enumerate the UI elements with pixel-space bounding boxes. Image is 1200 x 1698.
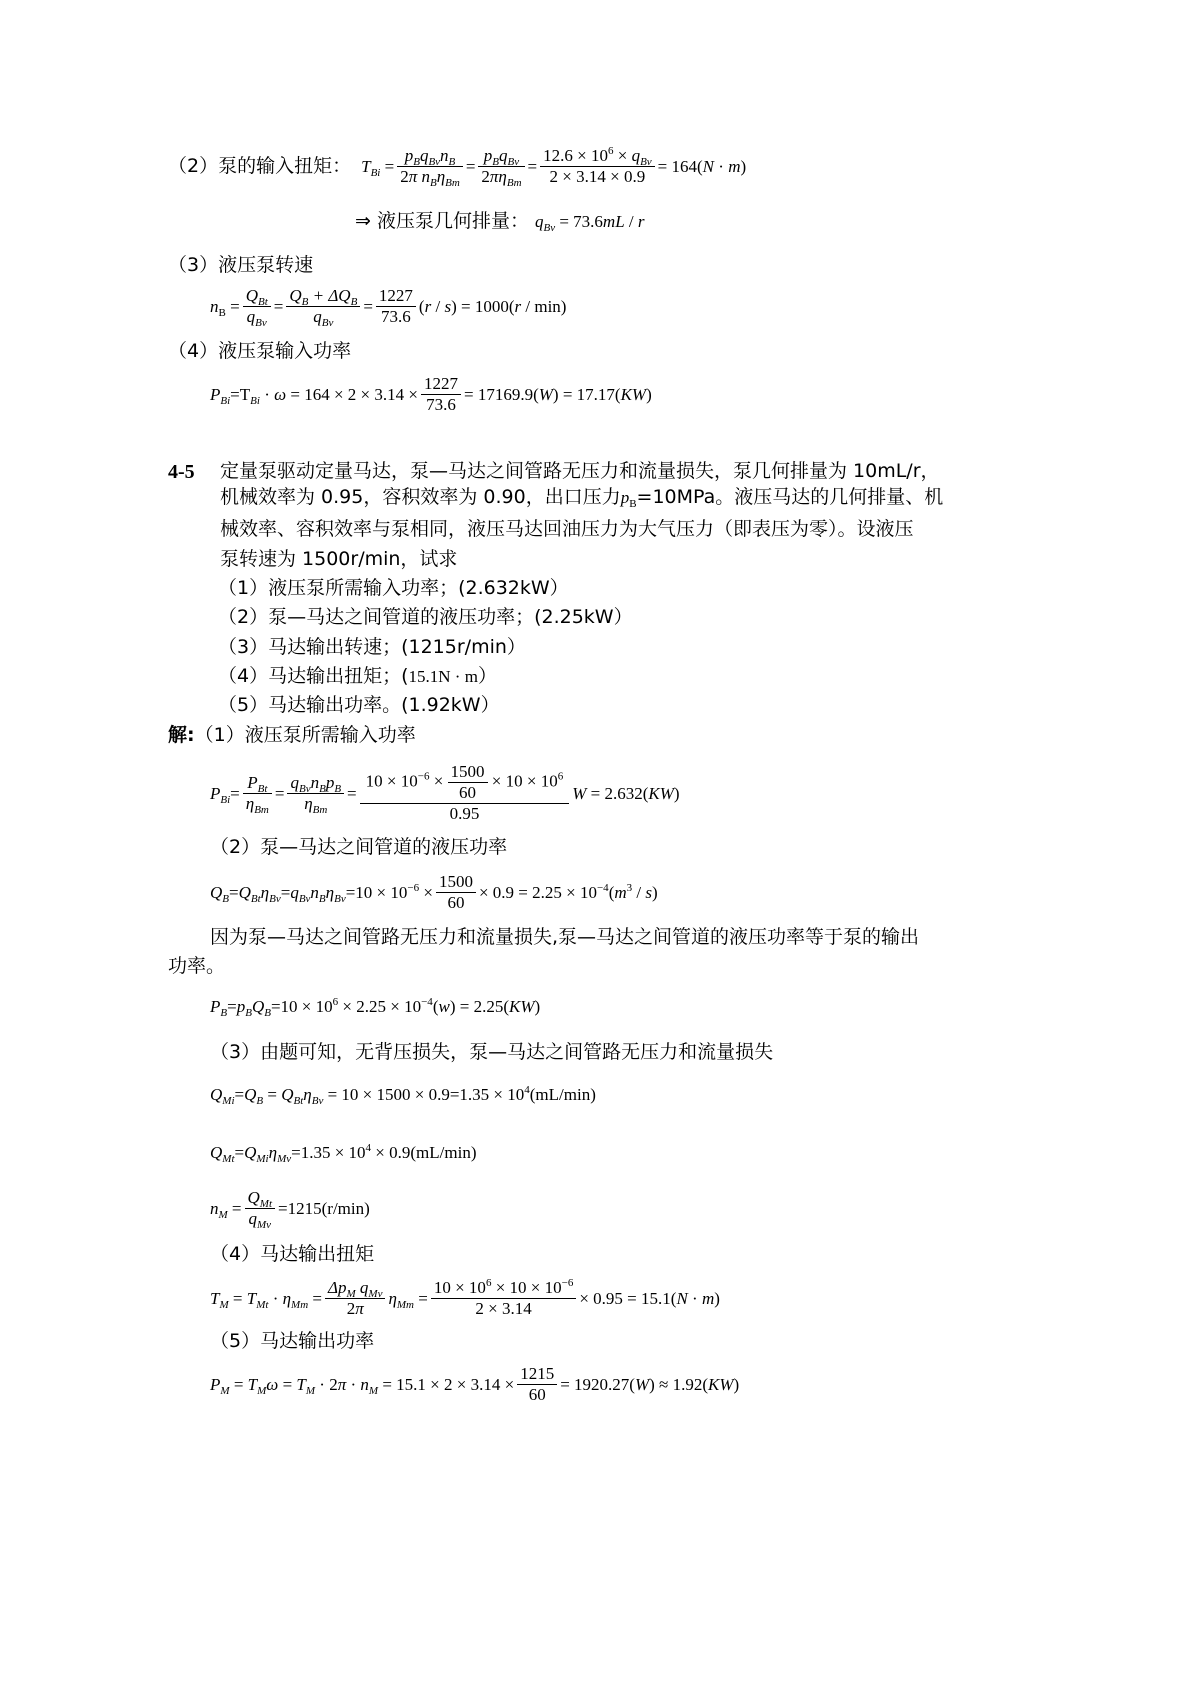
solution-item-1: （1）液压泵所需输入功率 xyxy=(194,724,416,746)
fraction: $\frac{Q_{Mt}}{q_{Mv}}$ xyxy=(245,1188,276,1229)
fraction: $\frac{1227}{73.6}$ xyxy=(376,286,416,327)
fraction: $\frac{12.6 \times 10^6 \times q_{Bv}}{2 \times 3.14 \times 0.9}$ xyxy=(540,146,655,187)
question-5: （5）马达输出功率。(1.92kW） xyxy=(218,694,500,716)
solution-item-3: （3）由题可知，无背压损失，泵—马达之间管路无压力和流量损失 xyxy=(210,1041,774,1063)
question-4 xyxy=(218,667,497,686)
equation-hydraulic-power: $P_B=p_BQ_B=10 \times 10^6 \times 2.25 \times 10^{-4}(w) = 2.25(KW)$ xyxy=(210,996,541,1019)
equation-displacement: ⇒ 液压泵几何排量： $q_{Bv}$ = 73.6mL / r xyxy=(355,210,645,234)
equation-motor-flow-t: $Q_{Mt}=Q_{Mi}\eta_{Mv}=1.35 \times 10^4 \times 0.9(mL/\min)$ xyxy=(210,1142,477,1165)
fraction: $10 \times 10^{-6}$ × $\frac{1500}{60}$ × $10 \times 10^6$ 0.95 xyxy=(360,762,570,824)
problem-line-2b: =10MPa。液压马达的几何排量、机 xyxy=(636,486,944,508)
equation-flow: $Q_B=Q_{Bt}\eta_{Bv}=q_{Bv}n_B\eta_{Bv}=10 \times 10^{-6}$ × $\frac{1500}{60}$ × $0.9 = 2.25 \times 10^{-4}(m^3 / s)$ xyxy=(210,872,658,912)
solution-heading xyxy=(168,726,416,745)
solution-item-5: （5）马达输出功率 xyxy=(210,1330,375,1352)
equation-pump-speed: $n_B$ = $\frac{Q_{Bt}}{q_{Bv}}$ = $\frac{Q_B + \Delta Q_B}{q_{Bv}}$ = $\frac{1227}{73.6}$ (r / s) = 1000(r / min) xyxy=(210,286,567,329)
equation-input-power: $P_{Bi}$ = $\frac{P_{Bt}}{\eta_{Bm}}$ = $\frac{q_{Bv}n_Bp_B}{\eta_{Bm}}$ = $10 \times 10^{-6}$ × $\frac{1500}{60}$ × $10 \times 10^6$ 0.95 W = 2.632(KW) xyxy=(210,762,680,823)
item-2-heading: （2）泵的输入扭矩： xyxy=(168,155,352,177)
problem-line-2a: 机械效率为 0.95，容积效率为 0.90，出口压力 xyxy=(220,486,621,508)
question-4b: 15.1N · m xyxy=(408,667,478,686)
equation-pump-power: $P_{Bi}$ $=T_{Bi} \cdot \omega = 164 \times 2 \times 3.14$ × $\frac{1227}{73.6}$ = 17169.9(W) = 17.17(KW) xyxy=(210,374,652,414)
problem-line-1: 定量泵驱动定量马达，泵—马达之间管路无压力和流量损失，泵几何排量为 10mL/r， xyxy=(220,460,940,482)
question-2: （2）泵—马达之间管道的液压功率；(2.25kW） xyxy=(218,606,633,628)
question-1: （1）液压泵所需输入功率；(2.632kW） xyxy=(218,577,569,599)
equation-pump-torque: （2）泵的输入扭矩： $T_{Bi}$ = $\frac{p_Bq_{Bv}n_B}{2\pi n_B\eta_{Bm}}$ = $\frac{p_Bq_{Bv}}{2\pi\eta_{Bm}}$ = $\frac{12.6 \times 10^6 \times q_{Bv}}{2 \times 3.14 \times 0.9}$ = 164(N · m) xyxy=(168,145,747,189)
solution-text-2: 功率。 xyxy=(168,955,226,977)
item-4-heading: （4）液压泵输入功率 xyxy=(168,340,352,362)
solution-item-2: （2）泵—马达之间管道的液压功率 xyxy=(210,836,508,858)
problem-line-3: 械效率、容积效率与泵相同，液压马达回油压力为大气压力（即表压为零）。设液压 xyxy=(220,518,914,540)
problem-number: 4-5 xyxy=(168,461,195,483)
solution-label: 解: xyxy=(168,724,195,746)
fraction: $\frac{1215}{60}$ xyxy=(517,1364,557,1405)
fraction: $\frac{1500}{60}$ xyxy=(436,872,476,913)
fraction: $\frac{10 \times 10^6 \times 10 \times 10^{-6}}{2 \times 3.14}$ xyxy=(431,1278,577,1319)
displacement-label: ⇒ 液压泵几何排量： xyxy=(355,210,529,232)
question-4a: （4）马达输出扭矩；( xyxy=(218,665,409,687)
fraction: $\frac{p_Bq_{Bv}}{2\pi\eta_{Bm}}$ xyxy=(478,146,524,187)
question-3: （3）马达输出转速；(1215r/min） xyxy=(218,636,526,658)
problem-line-2: 机械效率为 0.95，容积效率为 0.90，出口压力 $p_B$ =10MPa。液压马达的几何排量、机 xyxy=(220,486,944,510)
equation-motor-flow-in: $Q_{Mi}=Q_B = Q_{Bt}\eta_{Bv} = 10 \times 1500 \times 0.9=1.35 \times 10^4(mL/\min)$ xyxy=(210,1084,596,1107)
equation-motor-torque: $T_M = T_{Mt} \cdot \eta_{Mm}$ = $\frac{\Delta p_M q_{Mv}}{2\pi}$ $\eta_{Mm}$ = $\frac{10 \times 10^6 \times 10 \times 10^{-6}}{2 \times 3.14}$ × 0.95 = 15.1(N · m) xyxy=(210,1277,720,1318)
problem-line-4: 泵转速为 1500r/min，试求 xyxy=(220,548,458,570)
equation-motor-speed: $n_M$ = $\frac{Q_{Mt}}{q_{Mv}}$ =1215(r/min) xyxy=(210,1188,370,1231)
item-3-heading: （3）液压泵转速 xyxy=(168,254,314,276)
fraction: $\frac{1227}{73.6}$ xyxy=(421,374,461,415)
fraction: $\frac{P_{Bt}}{\eta_{Bm}}$ xyxy=(243,773,272,814)
fraction: $\frac{q_{Bv}n_Bp_B}{\eta_{Bm}}$ xyxy=(287,773,344,814)
solution-item-4: （4）马达输出扭矩 xyxy=(210,1243,375,1265)
fraction: $\frac{Q_{Bt}}{q_{Bv}}$ xyxy=(243,286,271,327)
fraction: $\frac{p_Bq_{Bv}n_B}{2\pi n_B\eta_{Bm}}$ xyxy=(397,146,463,187)
question-4c: ） xyxy=(477,665,497,687)
solution-text-1: 因为泵—马达之间管路无压力和流量损失,泵—马达之间管道的液压功率等于泵的输出 xyxy=(210,926,920,948)
fraction: $\frac{\Delta p_M q_{Mv}}{2\pi}$ xyxy=(325,1278,385,1319)
equation-motor-power: $P_M = T_M\omega = T_M \cdot 2\pi \cdot n_M = 15.1 \times 2 \times 3.14$ × $\frac{1215}{60}$ = 1920.27(W) ≈ 1.92(KW) xyxy=(210,1364,740,1404)
fraction: $\frac{Q_B + \Delta Q_B}{q_{Bv}}$ xyxy=(286,286,360,327)
